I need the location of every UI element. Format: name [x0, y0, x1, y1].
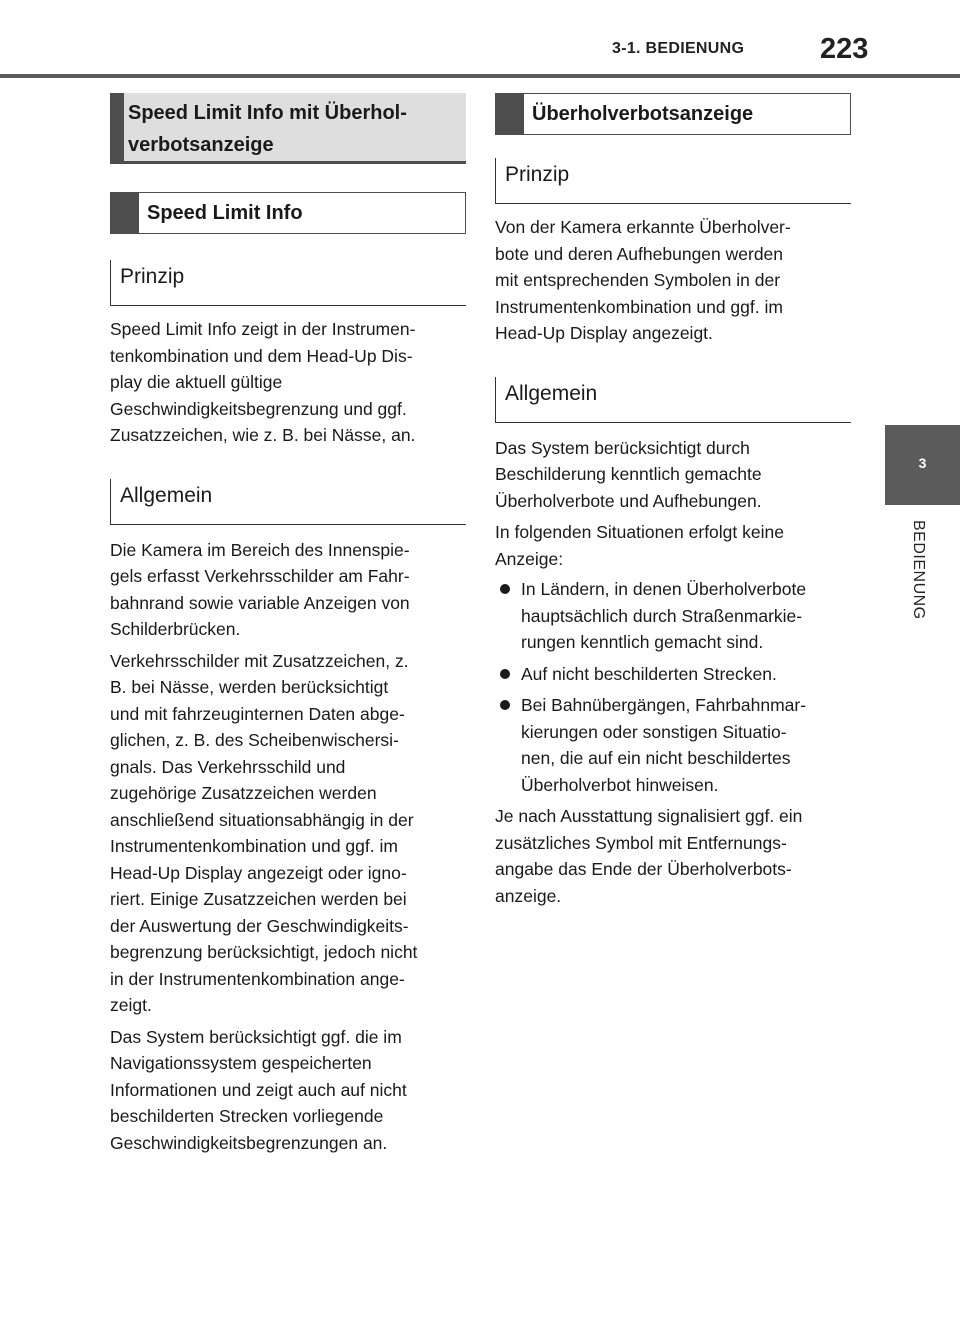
paragraph: In folgenden Situationen erfolgt keine Anzeige:	[495, 522, 784, 569]
section-heading-text: Prinzip	[505, 163, 570, 186]
heading-bar	[111, 193, 139, 233]
paragraph: Speed Limit Info zeigt in der Instrumen- tenkombination und dem Head-Up Dis- play die aktuell gültige Geschwindigkeitsbegrenzung und ggf. Zusatzzeichen, wie z. B. bei Nässe, an.	[110, 319, 416, 445]
list-item: In Ländern, in denen Überholverbote hauptsächlich durch Straßenmarkie- rungen kenntlich gemacht sind.	[495, 576, 851, 656]
paragraph: Verkehrsschilder mit Zusatzzeichen, z. B. bei Nässe, werden berücksichtigt und mit fahrzeuginternen Daten abge- glichen, z. B. des Scheibenwischersi- gnals. Das Verkehrsschild und zugehörige Zusatzzeichen werden anschließend situationsabhängig in der Instrumentenkombination und ggf. im Head-Up Display angezeigt oder igno- riert. Einige Zusatzzeichen werden bei der Auswertung der Geschwindigkeits- begrenzung berücksichtigt, jedoch nicht in der Instrumentenkombination ange- zeigt.	[110, 650, 418, 1015]
list-item: Auf nicht beschilderten Strecken.	[495, 661, 851, 688]
section-heading-prinzip	[110, 260, 466, 306]
sub-heading-box	[495, 93, 851, 135]
chapter-tab-label: BEDIENUNG	[910, 520, 927, 620]
bullet-list	[495, 576, 851, 798]
sub-heading: Überholverbotsanzeige	[532, 103, 754, 125]
chapter-tab-number: 3	[918, 455, 927, 471]
paragraph: Die Kamera im Bereich des Innenspie- gels erfasst Verkehrsschilder am Fahr- bahnrand sowie variable Anzeigen von Schilderbrücken.	[110, 539, 410, 639]
paragraph: Das System berücksichtigt ggf. die im Navigationssystem gespeicherten Informationen und zeigt auch auf nicht beschilderten Strecken vorliegende Geschwindigkeitsbegrenzungen an.	[110, 1026, 407, 1153]
running-header-section: 3-1. BEDIENUNG	[612, 40, 745, 57]
main-heading-box	[110, 93, 466, 164]
paragraph: Von der Kamera erkannte Überholver- bote und deren Aufhebungen werden mit entsprechenden Symbolen in der Instrumentenkombination und ggf. im Head-Up Display angezeigt.	[495, 217, 791, 343]
heading-bar	[496, 94, 524, 134]
section-heading-text: Allgemein	[120, 483, 213, 507]
section-heading-text: Allgemein	[505, 381, 598, 405]
main-heading: Speed Limit Info mit Überhol- verbotsanzeige	[128, 102, 407, 156]
list-item: Bei Bahnübergängen, Fahrbahnmar- kierungen oder sonstigen Situatio- nen, die auf ein nicht beschildertes Überholverbot hinweisen.	[495, 692, 851, 798]
section-heading-allgemein	[495, 377, 851, 423]
chapter-tab[interactable]	[885, 425, 960, 505]
header-rule	[0, 74, 960, 78]
left-column	[110, 93, 466, 1156]
sub-heading-box	[110, 192, 466, 234]
heading-bar	[110, 93, 124, 161]
section-heading-allgemein	[110, 479, 466, 525]
sub-heading: Speed Limit Info	[147, 202, 303, 224]
section-heading-text: Prinzip	[120, 265, 185, 288]
page-number: 223	[820, 33, 869, 65]
section-heading-prinzip	[495, 158, 851, 204]
right-column	[495, 93, 851, 909]
paragraph: Das System berücksichtigt durch Beschilderung kenntlich gemachte Überholverbote und Aufhebungen.	[495, 437, 762, 511]
paragraph: Je nach Ausstattung signalisiert ggf. ein zusätzliches Symbol mit Entfernungs- angabe das Ende der Überholverbots- anzeige.	[495, 806, 803, 906]
